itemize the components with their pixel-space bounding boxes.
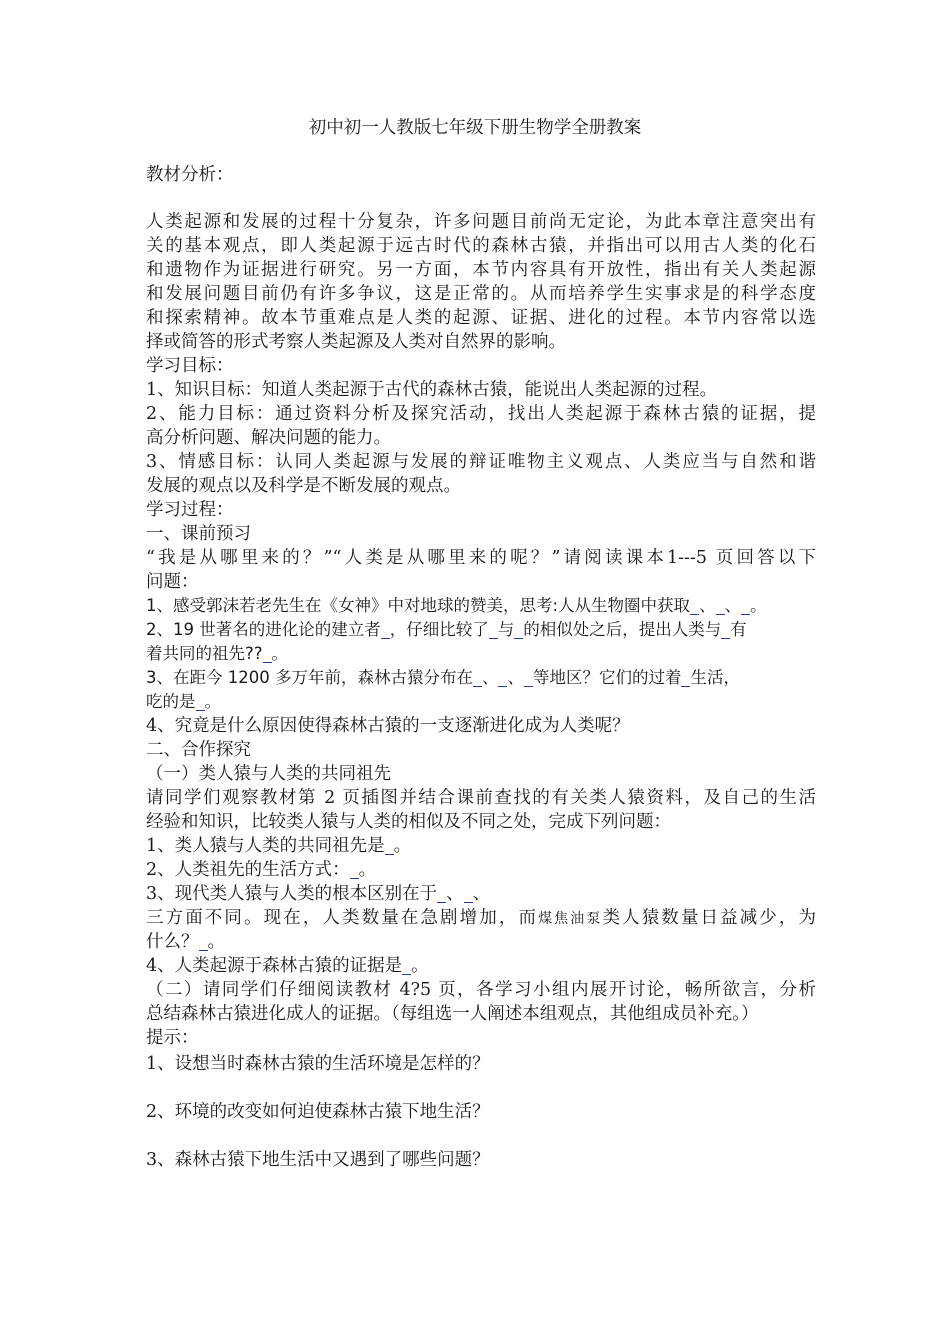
question-2: 2、19 世著名的进化论的建立者 ，仔细比较了 与 的相似处之后，提出人类与 有 xyxy=(146,620,747,639)
coop-question-2: 2、人类祖先的生活方式： 。 xyxy=(146,860,377,880)
tip-3: 3、森林古猿下地生活中又遇到了哪些问题？ xyxy=(146,1150,490,1170)
goal-line-1: 1、知识目标：知道人类起源于古代的森林古猿，能说出人类起源的过程。 xyxy=(146,380,718,400)
answer-blank[interactable] xyxy=(473,666,482,687)
preview-heading: 一、课前预习 xyxy=(146,524,251,544)
coop-question-3: 3、现代类人猿与人类的根本区别在于 、 、 xyxy=(146,884,491,904)
answer-blank[interactable] xyxy=(350,858,359,879)
answer-blank[interactable] xyxy=(385,834,394,855)
question-4: 4、究竟是什么原因使得森林古猿的一支逐渐进化成为人类呢？ xyxy=(146,716,630,736)
cooperation-heading: 二、合作探究 xyxy=(146,740,251,760)
question-3: 3、在距今 1200 多万年前，森林古猿分布在 、 、 等地区？它们的过着 生活， xyxy=(146,668,740,687)
tips-heading: 提示： xyxy=(146,1028,199,1048)
analysis-line-1: 人类起源和发展的过程十分复杂，许多问题目前尚无定论，为此本章注意突出有 xyxy=(146,212,816,232)
subsection-2-line-1: （二）请同学们仔细阅读教材 4?5 页，各学习小组内展开讨论，畅所欲言，分析 xyxy=(146,980,816,1000)
answer-blank[interactable] xyxy=(196,690,205,711)
question-3-continued: 吃的是 。 xyxy=(146,692,221,711)
coop-question-3-continued: 三方面不同。现在，人类数量在急剧增加，而煤焦油泵类人猿数量日益减少，为 xyxy=(146,908,817,928)
analysis-line-4: 和发展问题目前仍有许多争议，这是正常的。从而培养学生实事求是的科学态度 xyxy=(146,284,816,304)
preview-intro-line-1: “我是从哪里来的？”“人类是从哪里来的呢？”请阅读课本1---5 页回答以下 xyxy=(146,548,816,568)
answer-blank[interactable] xyxy=(721,618,730,639)
question-2-continued: 着共同的祖先?? 。 xyxy=(146,644,289,663)
analysis-line-3: 和遗物作为证据进行研究。另一方面，本节内容具有开放性，指出有关人类起源 xyxy=(146,260,816,280)
answer-blank[interactable] xyxy=(381,618,390,639)
goal-line-5: 发展的观点以及科学是不断发展的观点。 xyxy=(146,476,461,496)
answer-blank[interactable] xyxy=(741,594,750,615)
goal-line-4: 3、情感目标：认同人类起源与发展的辩证唯物主义观点、人类应当与自然和谐 xyxy=(146,452,816,472)
analysis-heading: 教材分析： xyxy=(146,165,234,185)
answer-blank[interactable] xyxy=(489,618,498,639)
analysis-line-6: 择或简答的形式考察人类起源及人类对自然界的影响。 xyxy=(146,332,566,352)
subsection-1-intro-line-2: 经验和知识，比较类人猿与人类的相似及不同之处，完成下列问题： xyxy=(146,812,671,832)
answer-blank[interactable] xyxy=(690,594,699,615)
answer-blank[interactable] xyxy=(514,618,523,639)
question-1: 1、感受郭沫若老先生在《女神》中对地球的赞美，思考:人从生物圈中获取 、 、 。 xyxy=(146,596,767,615)
answer-blank[interactable] xyxy=(263,642,272,663)
answer-blank[interactable] xyxy=(464,882,473,903)
goals-heading: 学习目标： xyxy=(146,356,234,376)
goal-line-3: 高分析问题、解决问题的能力。 xyxy=(146,428,391,448)
subsection-1-heading: （一）类人猿与人类的共同祖先 xyxy=(146,764,391,784)
goal-line-2: 2、能力目标：通过资料分析及探究活动，找出人类起源于森林古猿的证据，提 xyxy=(146,404,816,424)
coop-question-1: 1、类人猿与人类的共同祖先是 。 xyxy=(146,836,412,856)
tip-1: 1、设想当时森林古猿的生活环境是怎样的？ xyxy=(146,1054,490,1074)
answer-blank[interactable] xyxy=(716,594,725,615)
analysis-line-2: 关的基本观点，即人类起源于远古时代的森林古猿，并指出可以用古人类的化石 xyxy=(146,236,816,256)
coop-question-3-end: 什么？ 。 xyxy=(146,932,225,952)
subsection-2-line-2: 总结森林古猿进化成人的证据。（每组选一人阐述本组观点，其他组成员补充。） xyxy=(146,1004,759,1024)
answer-blank[interactable] xyxy=(437,882,446,903)
answer-blank[interactable] xyxy=(402,954,411,975)
answer-blank[interactable] xyxy=(524,666,533,687)
coop-question-4: 4、人类起源于森林古猿的证据是 。 xyxy=(146,956,429,976)
document-title: 初中初一人教版七年级下册生物学全册教案 xyxy=(308,118,642,138)
tip-2: 2、环境的改变如何迫使森林古猿下地生活？ xyxy=(146,1102,490,1122)
subsection-1-intro-line-1: 请同学们观察教材第 2 页插图并结合课前查找的有关类人猿资料，及自己的生活 xyxy=(146,788,816,808)
analysis-line-5: 和探索精神。故本节重难点是人类的起源、证据、进化的过程。本节内容常以选 xyxy=(146,308,816,328)
preview-intro-line-2: 问题： xyxy=(146,572,199,592)
answer-blank[interactable] xyxy=(199,930,208,951)
process-heading: 学习过程： xyxy=(146,500,234,520)
